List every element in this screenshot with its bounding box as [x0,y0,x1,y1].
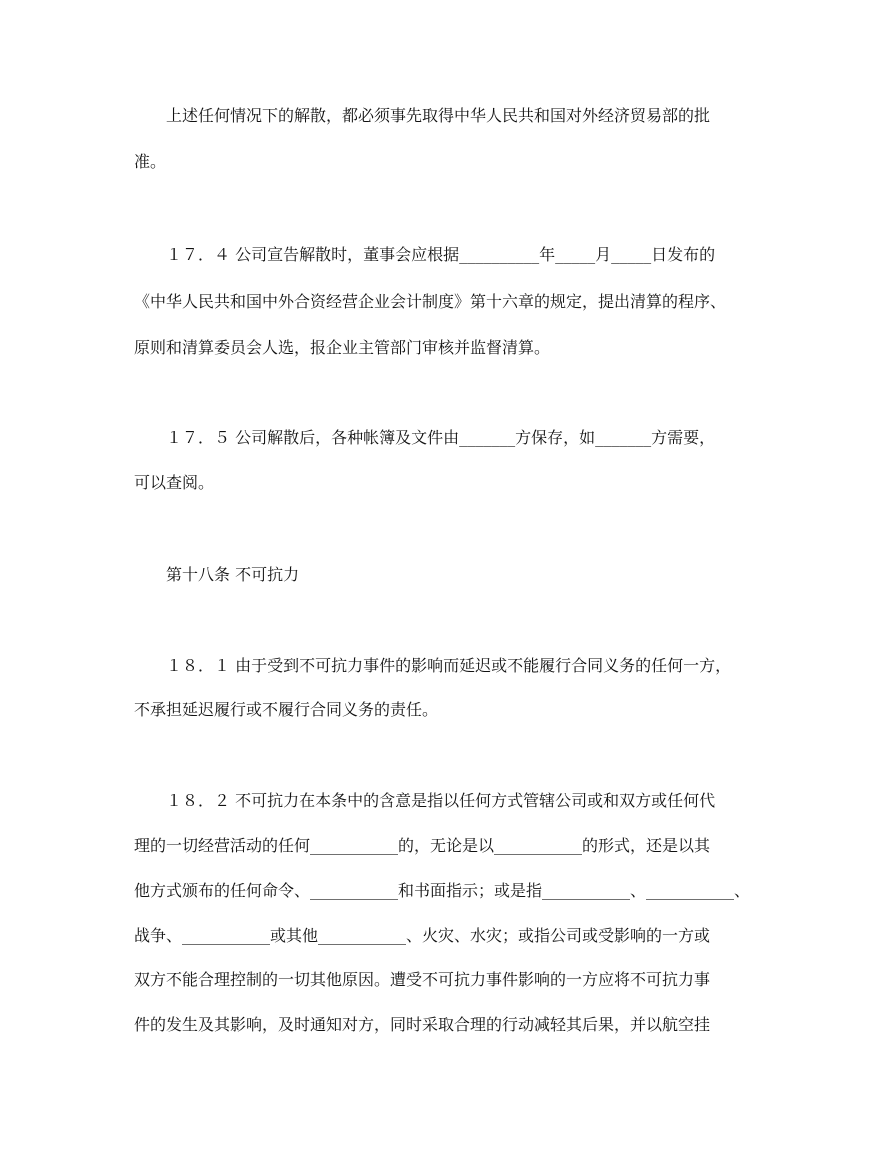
text-line: 他方式颁布的任何命令、___________和书面指示；或是指___________、___________、 [134,881,751,900]
text-line: 准。 [134,152,167,171]
text-line: 上述任何情况下的解散，都必须事先取得中华人民共和国对外经济贸易部的批 [166,106,711,125]
text-line: 不承担延迟履行或不履行合同义务的责任。 [134,700,439,719]
clause-17-4: １７．４ 公司宣告解散时，董事会应根据__________年_____月_____日发布的 [166,245,716,264]
text-line: 战争、___________或其他___________、火灾、水灾；或指公司或受影响的一方或 [134,926,711,945]
text-line: 《中华人民共和国中外合资经营企业会计制度》第十六章的规定，提出清算的程序、 [134,292,727,311]
clause-17-5: １７．５ 公司解散后，各种帐簿及文件由_______方保存，如_______方需要， [166,428,716,447]
text-line: 双方不能合理控制的一切其他原因。遭受不可抗力事件影响的一方应将不可抗力事 [134,970,711,989]
clause-18-2: １８．２ 不可抗力在本条中的含意是指以任何方式管辖公司或和双方或任何代 [166,791,716,810]
text-line: 件的发生及其影响，及时通知对方，同时采取合理的行动减轻其后果，并以航空挂 [134,1015,711,1034]
text-line: 可以查阅。 [134,473,215,492]
article-18-heading: 第十八条 不可抗力 [166,565,300,584]
text-line: 理的一切经营活动的任何___________的，无论是以___________的形式，还是以其 [134,836,711,855]
text-line: 原则和清算委员会人选，报企业主管部门审核并监督清算。 [134,338,551,357]
clause-18-1: １８．１ 由于受到不可抗力事件的影响而延迟或不能履行合同义务的任何一方， [166,656,732,675]
